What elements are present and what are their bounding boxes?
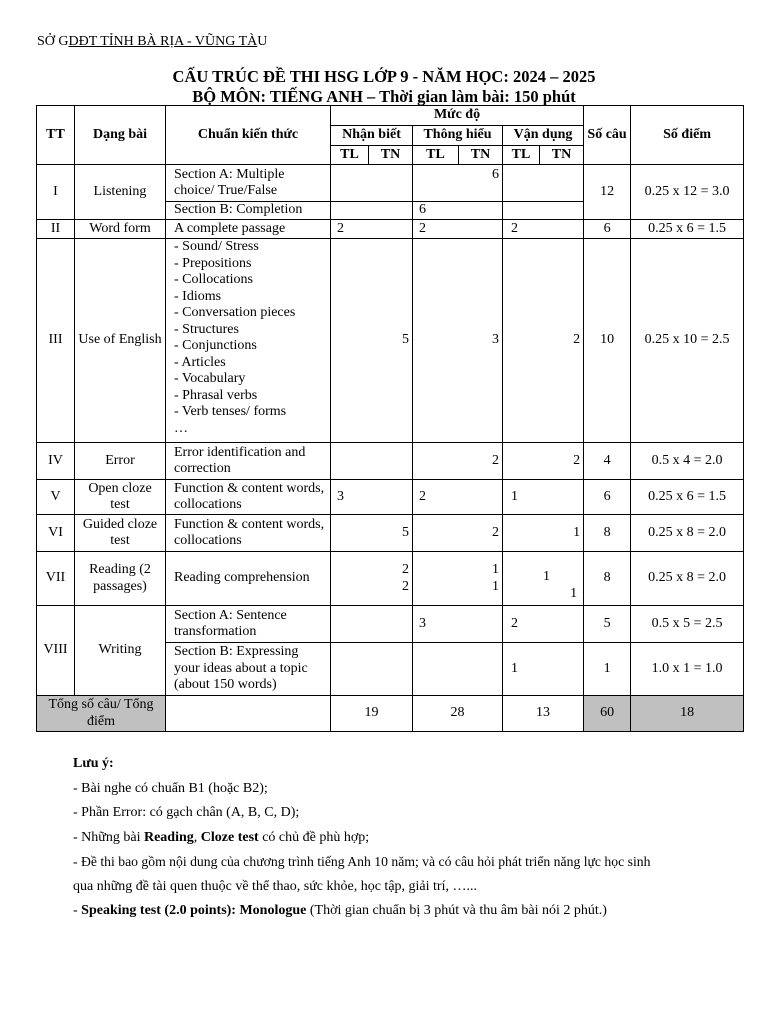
exam-structure-table [36,105,744,732]
task-type: Error [75,443,166,480]
question-count: 10 [584,239,631,443]
score-formula: 0.25 x 10 = 2.5 [631,239,744,443]
standard-item: - Collocations [174,272,253,287]
header-level: Mức độ [331,106,584,126]
total-recognition: 19 [331,696,413,732]
cell-th-tn: 3 [413,239,503,443]
header-score: Số điểm [631,106,744,165]
cell-nb [331,643,413,696]
standard-text: Section B: Completion [166,202,331,220]
row-number: V [37,480,75,515]
department-name: SỞ GDĐT TỈNH BÀ RỊA - VŨNG TÀU [37,34,268,49]
cell-vd [503,552,584,606]
cell-th-tn [413,552,503,606]
cell-vd-tl: 1 [503,643,584,696]
standard-item: - Conversation pieces [174,305,296,320]
document-title: CẤU TRÚC ĐỀ THI HSG LỚP 9 - NĂM HỌC: 2024 – 2025 [172,67,596,86]
note-item: - Bài nghe có chuẩn B1 (hoặc B2); [73,780,268,796]
cell-th [413,643,503,696]
row-number: I [37,165,75,220]
total-label: Tổng số câu/ Tổng điểm [37,696,166,732]
question-count: 8 [584,515,631,552]
cell-nb [331,443,413,480]
standard-text: Function & content words, collocations [166,480,331,515]
cell-nb-tl: 3 [331,480,413,515]
table-row [37,552,744,606]
header-type: Dạng bài [75,106,166,165]
standard-text: Section B: Expressing your ideas about a topic (about 150 words) [166,643,331,696]
cell-vd-tl: 1 [543,569,550,584]
notes-heading: Lưu ý: [73,756,114,771]
cell-vd-tn: 2 [503,239,584,443]
standard-text: Section A: Multiple choice/ True/False [166,165,331,202]
standard-item: - Idioms [174,288,222,304]
score-formula: 0.25 x 12 = 3.0 [631,165,744,220]
cell-nb-tn: 5 [331,239,413,443]
cell-th-tl: 2 [413,220,503,239]
note-item: - Những bài Reading, Cloze test có chủ đề phù hợp; [73,829,370,845]
score-formula: 0.25 x 6 = 1.5 [631,480,744,515]
cell-th-tn: 6 [413,165,503,202]
cell-nb [331,202,413,220]
table-row [37,606,744,643]
standard-text: Error identification and correction [166,443,331,480]
standard-item: - Structures [174,321,239,337]
score-formula: 0.25 x 6 = 1.5 [631,220,744,239]
task-type: Word form [75,220,166,239]
cell-vd-tn: 2 [503,443,584,480]
header-nb-tn: TN [369,146,413,165]
cell-nb [331,606,413,643]
standard-item: - Articles [174,354,226,370]
total-comprehension: 28 [413,696,503,732]
note-item: - Speaking test (2.0 points): Monologue (Thời gian chuẩn bị 3 phút và thu âm bài nói 2 phút.) [73,903,607,918]
row-number: III [37,239,75,443]
cell-nb-tn [331,552,413,606]
header-nb-tl: TL [331,146,369,165]
notes-section [73,752,743,924]
standard-item: - Phrasal verbs [174,387,258,403]
cell-th-tn: 2 [413,515,503,552]
cell-nb-tn: 5 [331,515,413,552]
cell-th-tl: 3 [413,606,503,643]
note-item: - Đề thi bao gồm nội dung của chương trình tiếng Anh 10 năm; và có câu hỏi phát triển năng lực học sinh [73,854,651,869]
cell-vd [503,202,584,220]
header-standard: Chuẩn kiến thức [166,106,331,165]
cell-nb-tl: 2 [331,220,413,239]
note-item: - Phần Error: có gạch chân (A, B, C, D); [73,805,300,820]
table-row [37,239,744,443]
header-th-tl: TL [413,146,459,165]
total-row [37,696,744,732]
document-subtitle: BỘ MÔN: TIẾNG ANH – Thời gian làm bài: 150 phút [192,87,576,106]
header-tt: TT [37,106,75,165]
cell-vd-tn: 1 [503,515,584,552]
table-row [37,443,744,480]
row-number: VI [37,515,75,552]
header-th-tn: TN [459,146,503,165]
standard-item: - Verb tenses/ forms [174,404,287,419]
standard-list [166,239,331,443]
cell-vd-tl: 2 [503,220,584,239]
total-blank [166,696,331,732]
question-count: 8 [584,552,631,606]
cell-value: 2 [402,562,409,577]
header-recognition: Nhận biết [331,126,413,146]
cell-vd-tl: 1 [503,480,584,515]
cell-vd-tn: 1 [570,586,578,601]
standard-item: - Prepositions [174,255,252,271]
score-formula: 0.25 x 8 = 2.0 [631,515,744,552]
cell-value: 2 [402,578,409,594]
row-number: VII [37,552,75,606]
table-row [37,515,744,552]
row-number: VIII [37,606,75,696]
question-count: 5 [584,606,631,643]
cell-th-tn: 2 [413,443,503,480]
question-count: 12 [584,165,631,220]
header-vd-tn: TN [540,146,584,165]
task-type: Open cloze test [75,480,166,515]
cell-vd-tl: 2 [503,606,584,643]
header-application: Vận dụng [503,126,584,146]
note-item-continuation: qua những đề tài quen thuộc về thể thao, sức khỏe, học tập, giải trí, …... [73,878,477,894]
header-comprehension: Thông hiểu [413,126,503,146]
cell-th-tl: 2 [413,480,503,515]
standard-text: Function & content words, collocations [166,515,331,552]
cell-value: 1 [492,562,499,577]
standard-item: - Conjunctions [174,338,257,353]
score-formula: 0.5 x 4 = 2.0 [631,443,744,480]
cell-vd [503,165,584,202]
question-count: 4 [584,443,631,480]
score-formula: 1.0 x 1 = 1.0 [631,643,744,696]
task-type: Guided cloze test [75,515,166,552]
question-count: 1 [584,643,631,696]
table-row [37,165,744,202]
task-type: Use of English [75,239,166,443]
cell-value: 1 [492,578,499,594]
total-application: 13 [503,696,584,732]
row-number: II [37,220,75,239]
header-vd-tl: TL [503,146,540,165]
total-score: 18 [631,696,744,732]
standard-text: A complete passage [166,220,331,239]
question-count: 6 [584,220,631,239]
task-type: Listening [75,165,166,220]
table-row [37,220,744,239]
score-formula: 0.25 x 8 = 2.0 [631,552,744,606]
task-type: Writing [75,606,166,696]
standard-item: … [174,420,188,436]
standard-item: - Vocabulary [174,371,246,386]
standard-text: Section A: Sentence transformation [166,606,331,643]
row-number: IV [37,443,75,480]
standard-item: - Sound/ Stress [174,239,259,254]
cell-th-tl: 6 [413,202,503,220]
standard-text: Reading comprehension [166,552,331,606]
task-type: Reading (2 passages) [75,552,166,606]
header-count: Số câu [584,106,631,165]
cell-nb [331,165,413,202]
table-row [37,480,744,515]
score-formula: 0.5 x 5 = 2.5 [631,606,744,643]
question-count: 6 [584,480,631,515]
total-count: 60 [584,696,631,732]
